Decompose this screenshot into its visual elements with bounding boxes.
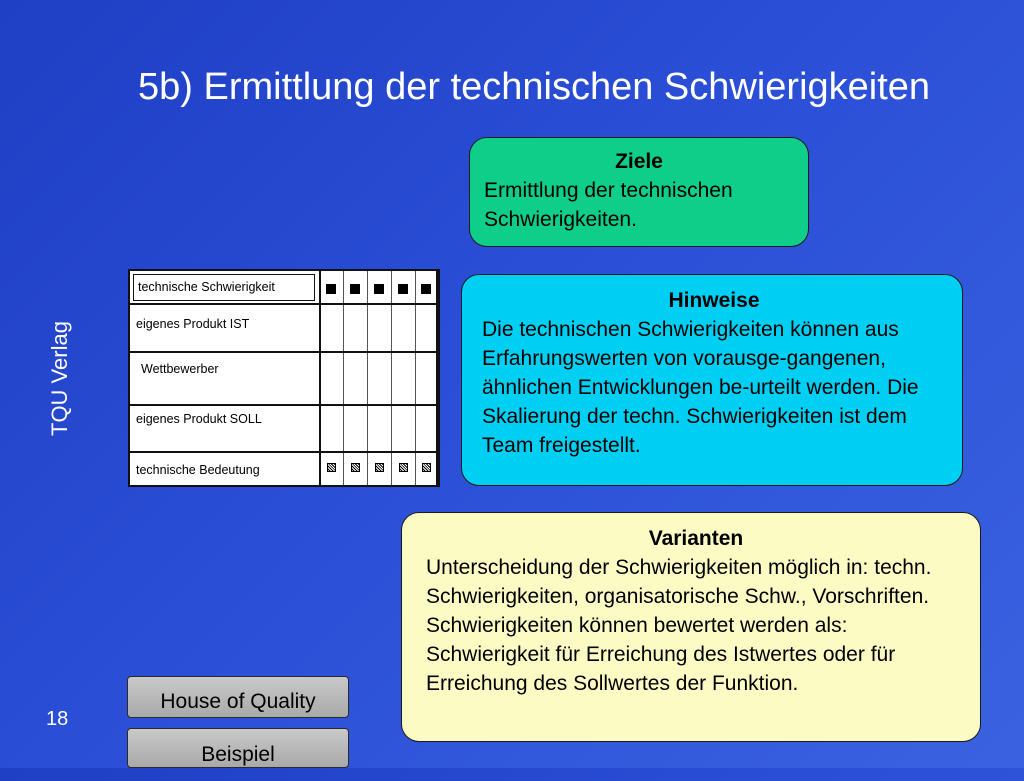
matrix-row-separator [130,451,438,453]
hatched-square-icon [375,463,384,472]
varianten-text-2: Schwierigkeiten können bewertet werden als: Schwierigkeit für Erreichung des Istwertes oder für Erreichung des Sollwertes der Funktion. [426,614,896,695]
ziele-text: Ermittlung der technischen Schwierigkeiten. [484,179,733,231]
hatched-square-icon [422,463,431,472]
matrix-row-separator [130,351,438,353]
hatched-square-icon [399,463,408,472]
hinweise-text: Die technischen Schwierigkeiten können aus Erfahrungswerten von vorausge-gangenen, ähnlichen Entwicklungen be-urteilt werden. Die Skalierung der techn. Schwierigkeiten ist dem Team freigestellt. [482,318,919,457]
hinweise-box [461,274,963,486]
house-of-quality-button[interactable]: House of Quality [127,676,349,718]
matrix-row-separator [130,303,438,305]
matrix-header-label: technische Schwierigkeit [133,274,315,301]
header-square-icon [398,284,408,294]
slide-title: 5b) Ermittlung der technischen Schwierigkeiten [138,66,931,108]
hinweise-heading: Hinweise [668,289,760,312]
difficulty-matrix [128,269,440,487]
header-square-icon [350,284,360,294]
beispiel-button[interactable]: Beispiel [127,728,349,768]
hatched-square-icon [351,463,360,472]
varianten-text-1: Unterscheidung der Schwierigkeiten möglich in: techn. Schwierigkeiten, organisatorische Schw., Vorschriften. [426,556,932,608]
hatched-square-icon [327,463,336,472]
page-number: 18 [46,708,69,730]
varianten-heading: Varianten [648,527,744,550]
matrix-row-soll: eigenes Produkt SOLL [136,412,262,426]
matrix-row-wettbewerber: Wettbewerber [141,362,219,376]
header-square-icon [421,284,431,294]
publisher-label: TQU Verlag [47,321,72,436]
ziele-heading: Ziele [615,150,663,173]
ziele-box [469,137,809,247]
header-square-icon [374,284,384,294]
matrix-row-separator [130,404,438,406]
varianten-box [401,512,981,742]
header-square-icon [326,284,336,294]
matrix-row-bedeutung: technische Bedeutung [136,463,260,477]
matrix-row-ist: eigenes Produkt IST [136,317,250,331]
